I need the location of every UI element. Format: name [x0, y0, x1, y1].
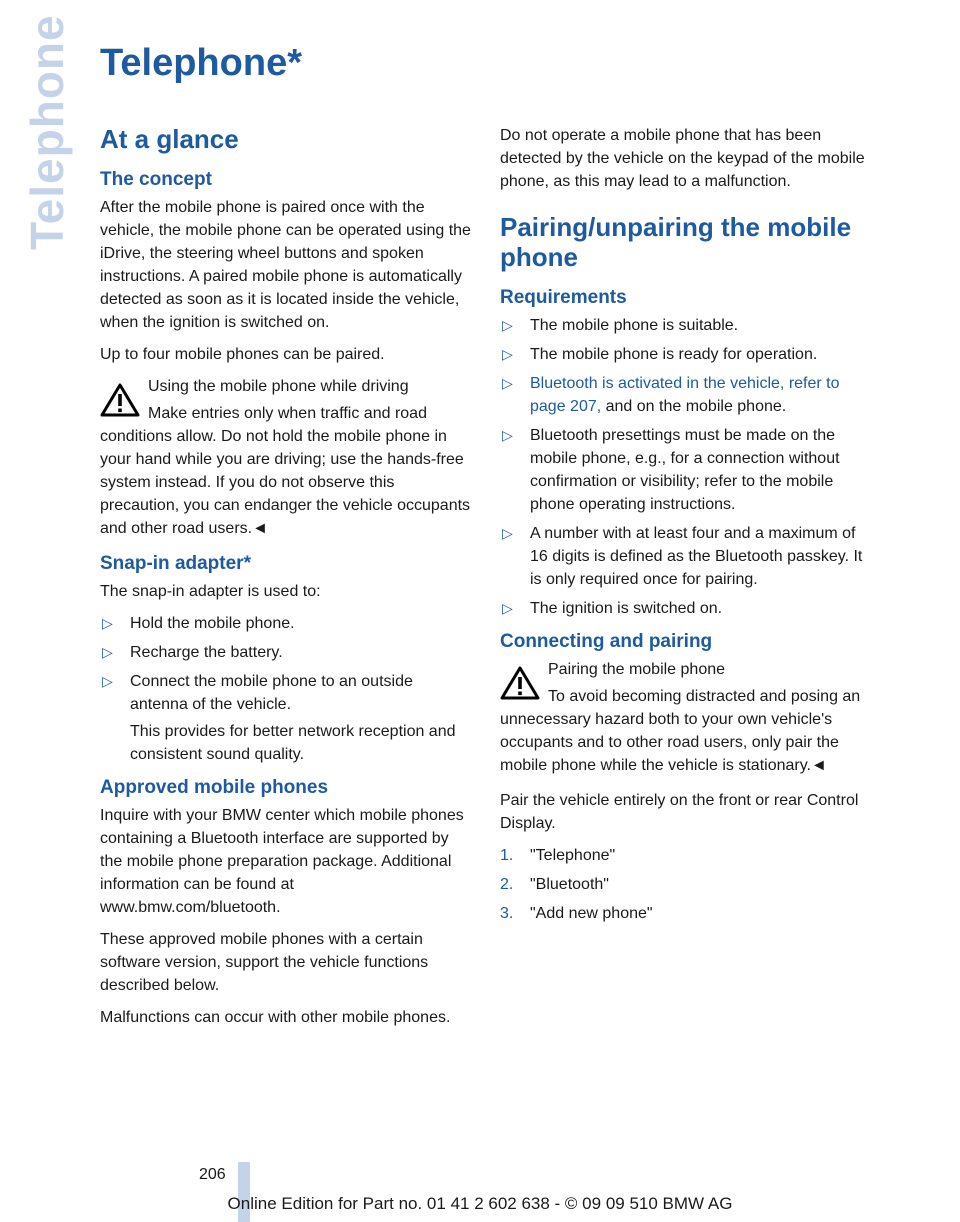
- driving-warning-title: Using the mobile phone while driving: [148, 378, 409, 395]
- left-column: [100, 124, 472, 1038]
- bullet-triangle-icon: ▷: [102, 615, 113, 631]
- list-item: 1. "Telephone": [500, 844, 872, 867]
- adapter-list: [100, 612, 472, 766]
- driving-warning-body: Make entries only when traffic and road conditions allow. Do not hold the mobile phone in your hand while you are driving; use the hands-free system instead. If you do not observe this precaution, you can endanger the vehicle occupants and other road users.◄: [100, 405, 471, 537]
- warning-triangle-icon: [500, 666, 540, 700]
- bullet-triangle-icon: ▷: [502, 317, 513, 333]
- page-title: Telephone*: [100, 42, 302, 84]
- bullet-triangle-icon: ▷: [502, 600, 513, 616]
- side-tab-label: Telephone: [21, 14, 73, 250]
- heading-approved-phones: Approved mobile phones: [100, 777, 329, 798]
- list-item: ▷ Hold the mobile phone.: [100, 612, 472, 635]
- list-item: ▷ Recharge the battery.: [100, 641, 472, 664]
- page-number: 206: [199, 1166, 226, 1183]
- heading-requirements: Requirements: [500, 287, 627, 308]
- heading-at-a-glance: At a glance: [100, 124, 239, 154]
- adapter-intro: The snap-in adapter is used to:: [100, 583, 321, 600]
- step-number: 1.: [500, 847, 514, 864]
- pairing-warning: [500, 658, 872, 777]
- pairing-warning-body: To avoid becoming distracted and posing an unnecessary hazard both to your own vehicle's occupants and to other road users, only pair the mobile phone while the vehicle is stationary.◄: [500, 688, 861, 774]
- pairing-warning-title: Pairing the mobile phone: [548, 661, 726, 678]
- requirements-list: [500, 314, 872, 620]
- heading-snap-in-adapter: Snap-in adapter*: [100, 553, 251, 574]
- pairing-steps: [500, 844, 872, 925]
- bullet-triangle-icon: ▷: [502, 346, 513, 362]
- list-item: 3. "Add new phone": [500, 902, 872, 925]
- list-item: ▷ Bluetooth presettings must be made on the mobile phone, e.g., for a connection without confirmation or visibility; refer to the mobile phone operating instructions.: [500, 424, 872, 516]
- bullet-triangle-icon: ▷: [102, 673, 113, 689]
- approved-paragraph-1: Inquire with your BMW center which mobile phones containing a Bluetooth interface are supported by the mobile phone preparation package. Additional information can be found at www.bmw.com/bluetooth.: [100, 807, 464, 916]
- approved-paragraph-2: These approved mobile phones with a certain software version, support the vehicle functions described below.: [100, 931, 429, 994]
- edition-footer: Online Edition for Part no. 01 41 2 602 638 - © 09 09 510 BMW AG: [227, 1194, 733, 1213]
- list-item: ▷ Connect the mobile phone to an outside antenna of the vehicle. This provides for better network reception and consistent sound quality.: [100, 670, 472, 766]
- bullet-triangle-icon: ▷: [502, 375, 513, 391]
- list-item: 2. "Bluetooth": [500, 873, 872, 896]
- heading-the-concept: The concept: [100, 169, 212, 190]
- list-item: ▷ Bluetooth is activated in the vehicle, refer to page 207, and on the mobile phone.: [500, 372, 872, 418]
- pair-display-paragraph: Pair the vehicle entirely on the front or rear Control Display.: [500, 792, 859, 832]
- right-column: [500, 124, 872, 935]
- heading-pairing: Pairing/unpairing the mobile phone: [500, 212, 852, 272]
- four-phones-paragraph: Up to four mobile phones can be paired.: [100, 346, 385, 363]
- list-item: ▷ The mobile phone is suitable.: [500, 314, 872, 337]
- list-item: ▷ The ignition is switched on.: [500, 597, 872, 620]
- keypad-paragraph: Do not operate a mobile phone that has been detected by the vehicle on the keypad of the mobile phone, as this may lead to a malfunction.: [500, 127, 865, 190]
- heading-connecting-pairing: Connecting and pairing: [500, 631, 713, 652]
- warning-triangle-icon: [100, 383, 140, 417]
- concept-paragraph: After the mobile phone is paired once with the vehicle, the mobile phone can be operated using the iDrive, the steering wheel buttons and spoken instructions. A paired mobile phone is automatically detected as soon as it is located inside the vehicle, when the ignition is switched on.: [100, 199, 471, 331]
- approved-paragraph-3: Malfunctions can occur with other mobile phones.: [100, 1009, 451, 1026]
- bullet-triangle-icon: ▷: [502, 525, 513, 541]
- list-item: ▷ A number with at least four and a maximum of 16 digits is defined as the Bluetooth passkey. It is only required once for pairing.: [500, 522, 872, 591]
- section-side-tab: [20, 14, 73, 250]
- bullet-triangle-icon: ▷: [102, 644, 113, 660]
- step-number: 3.: [500, 905, 514, 922]
- bullet-triangle-icon: ▷: [502, 427, 513, 443]
- page-207-link[interactable]: Bluetooth is activated in the vehicle, refer to page 207,: [530, 375, 840, 415]
- adapter-sub-note: This provides for better network reception and consistent sound quality.: [130, 723, 456, 763]
- list-item: ▷ The mobile phone is ready for operation.: [500, 343, 872, 366]
- step-number: 2.: [500, 876, 514, 893]
- driving-warning: [100, 375, 472, 540]
